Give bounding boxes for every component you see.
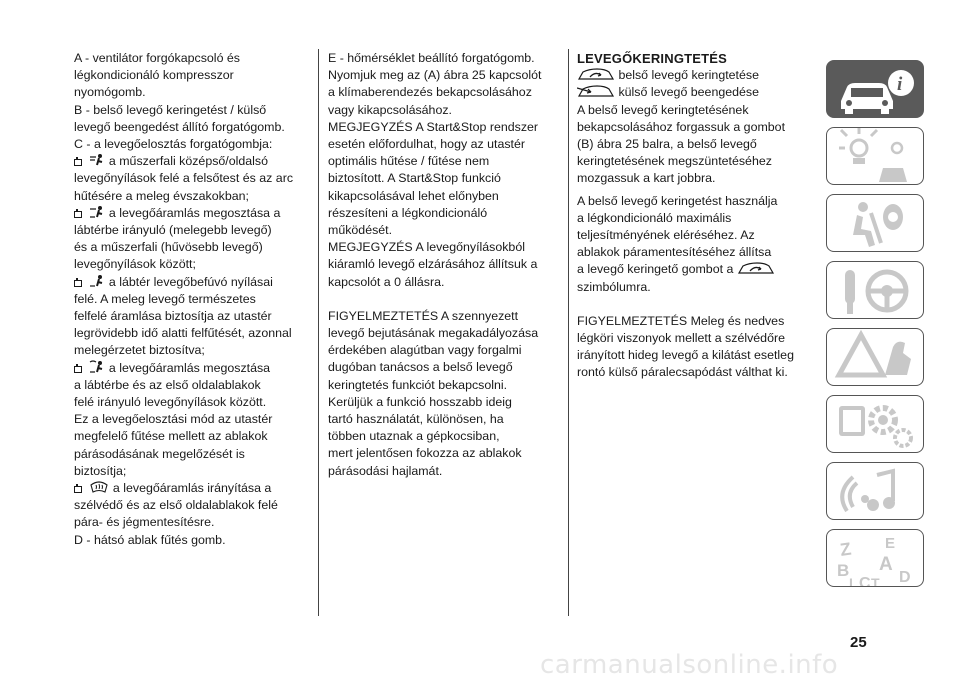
text-line: a légkondicionáló maximális xyxy=(577,210,732,225)
airbag-safety-icon xyxy=(827,195,924,252)
recirculation-line: belső levegő keringtetése xyxy=(577,67,813,84)
tab-emergency[interactable] xyxy=(826,328,924,386)
text-line: a klímaberendezés bekapcsolásához xyxy=(328,85,532,100)
emergency-triangle-icon xyxy=(827,329,924,386)
tab-car-info[interactable] xyxy=(826,60,924,118)
mode-defrost-line: a levegőáramlás irányítása a xyxy=(74,480,310,497)
text-line: bekapcsolásához forgassuk a gombot xyxy=(577,119,786,134)
switch-position-icon xyxy=(74,209,86,219)
text-line: légkondicionáló kompresszor xyxy=(74,68,234,83)
car-info-icon xyxy=(827,61,924,118)
mode-face-feet-line: a levegőáramlás megosztása a xyxy=(74,205,310,222)
text-line: Ez a levegőelosztási mód az utastér xyxy=(74,412,273,427)
text-line: Kerüljük a funkció hosszabb ideig xyxy=(328,394,512,409)
maintenance-gears-icon xyxy=(827,396,924,453)
text-line: párásodási hajlamát. xyxy=(328,463,443,478)
text-line: MEGJEGYZÉS A levegőnyílásokból xyxy=(328,240,525,255)
column-left xyxy=(74,50,310,549)
text-line: A belső levegő keringtetésének xyxy=(577,102,749,117)
tab-warning-lights[interactable] xyxy=(826,127,924,185)
text-line: kikapcsolásával lehet előnyben xyxy=(328,188,499,203)
switch-position-icon xyxy=(74,157,86,167)
text-line: mozgassuk a kart jobbra. xyxy=(577,171,716,186)
recirculation-icon xyxy=(577,67,615,81)
air-to-face-and-feet-icon xyxy=(89,205,105,219)
warning-lights-icon xyxy=(827,128,924,185)
column-divider xyxy=(568,49,569,616)
text-line: keringtetésének megszüntetéséhez xyxy=(577,154,772,169)
air-to-face-icon xyxy=(89,153,105,167)
steering-key-icon xyxy=(827,262,924,319)
svg-text:Z: Z xyxy=(838,538,853,560)
air-to-feet-and-windows-icon xyxy=(89,360,105,374)
text-line: működését. xyxy=(328,223,393,238)
index-letters-icon xyxy=(827,530,924,587)
text-line: és a műszerfali (hűvösebb levegő) xyxy=(74,240,263,255)
text-line: legrövidebb idő alatti felfűtését, azonnal xyxy=(74,326,292,341)
text-line: FIGYELMEZTETÉS A szennyezett xyxy=(328,308,519,323)
column-right xyxy=(577,50,813,382)
windshield-defrost-icon xyxy=(89,480,109,494)
text-line: párásodásának megelőzését is xyxy=(74,446,245,461)
text-line: többen utaznak a gépkocsiban, xyxy=(328,429,500,444)
text-line: esetén előfordulhat, hogy az utastér xyxy=(328,137,526,152)
text-line: A - ventilátor forgókapcsoló és xyxy=(74,51,240,65)
text-line: Nyomjuk meg az (A) ábra 25 kapcsolót xyxy=(328,68,542,83)
text-line: levegőnyílások felé a felsőtest és az arc xyxy=(74,171,294,186)
section-heading: LEVEGŐKERINGTETÉS xyxy=(577,51,728,66)
text-line: FIGYELMEZTETÉS Meleg és nedves xyxy=(577,313,785,328)
switch-position-icon xyxy=(74,278,86,288)
text-line: dugóban tanácsos a belső levegő xyxy=(328,360,513,375)
text-line: MEGJEGYZÉS A Start&Stop rendszer xyxy=(328,119,539,134)
air-to-feet-icon xyxy=(89,274,105,288)
mode-face-line: a műszerfali középső/oldalsó xyxy=(74,153,310,170)
text-line: felé. A meleg levegő természetes xyxy=(74,291,256,306)
text-line: melegérzetet biztosítva; xyxy=(74,343,205,358)
text-line: szélvédő és az első oldalablakok felé xyxy=(74,498,278,513)
tab-starting-driving[interactable] xyxy=(826,261,924,319)
text-line: B - belső levegő keringetést / külső xyxy=(74,102,267,117)
text-line: ablakok páramentesítéséhez állítsa xyxy=(577,245,772,260)
svg-text:T: T xyxy=(871,575,880,588)
tab-safety[interactable] xyxy=(826,194,924,252)
text-line: A belső levegő keringetést használja xyxy=(577,193,778,208)
text-line: érdekében alagútban vagy forgalmi xyxy=(328,343,522,358)
svg-text:E: E xyxy=(885,535,896,552)
text-line: E - hőmérséklet beállító forgatógomb. xyxy=(328,51,535,65)
text-line: tartó használatát, különösen, ha xyxy=(328,412,504,427)
text-line: levegőnyílások között; xyxy=(74,257,196,272)
text-line: kiáramló levegő elzárásához állítsuk a xyxy=(328,257,538,272)
text-line: légköri viszonyok mellett a szélvédőre xyxy=(577,331,785,346)
column-middle xyxy=(328,50,560,480)
text-line: C - a levegőelosztás forgatógombja: xyxy=(74,137,273,152)
text-line: szimbólumra. xyxy=(577,279,651,294)
text-line: lábtérbe irányuló (melegebb levegő) xyxy=(74,223,272,238)
text-line: (B) ábra 25 balra, a belső levegő xyxy=(577,137,757,152)
text-line: levegő bejutásának megakadályozása xyxy=(328,326,539,341)
outside-air-icon xyxy=(577,84,615,98)
text-line: megfelelő fűtése mellett az ablakok xyxy=(74,429,268,444)
page-number: 25 xyxy=(850,634,867,651)
text-line: hűtésére a meleg évszakokban; xyxy=(74,188,249,203)
text-line: optimális hűtése / fűtése nem xyxy=(328,154,490,169)
text-line: felfelé áramlása biztosítja az utastér xyxy=(74,309,272,324)
text-line: részesíteni a légkondicionáló xyxy=(328,205,488,220)
tab-multimedia[interactable] xyxy=(826,462,924,520)
text-line: a lábtérbe és az első oldalablakok xyxy=(74,377,261,392)
recirc-symbol-line: a levegő keringető gombot a xyxy=(577,261,813,278)
text-line: keringtetés funkciót bekapcsolni. xyxy=(328,377,508,392)
watermark: carmanualsonline.info xyxy=(540,650,839,680)
text-line: mert jelentősen fokozza az ablakok xyxy=(328,446,522,461)
tab-index[interactable] xyxy=(826,529,924,587)
text-line: teljesítményének eléréséhez. Az xyxy=(577,228,755,243)
multimedia-icon xyxy=(827,463,924,520)
svg-text:D: D xyxy=(899,569,911,586)
text-line: vagy kikapcsolásához. xyxy=(328,102,452,117)
svg-text:B: B xyxy=(837,561,850,580)
text-line: irányított hideg levegő a kilátást esetleg xyxy=(577,348,794,363)
column-divider xyxy=(318,49,319,616)
text-line: nyomógomb. xyxy=(74,85,146,100)
text-line: D - hátsó ablak fűtés gomb. xyxy=(74,532,226,547)
text-line: pára- és jégmentesítésre. xyxy=(74,515,215,530)
svg-text:i: i xyxy=(897,74,903,95)
text-line: biztosítja; xyxy=(74,463,127,478)
text-line: felé irányuló levegőnyílások között. xyxy=(74,395,267,410)
switch-position-icon xyxy=(74,484,86,494)
switch-position-icon xyxy=(74,364,86,374)
text-line: biztosított. A Start&Stop funkció xyxy=(328,171,501,186)
outside-air-line: külső levegő beengedése xyxy=(577,84,813,101)
recirculation-icon xyxy=(737,261,775,275)
text-line: rontó külső páralecsapódást válthat ki. xyxy=(577,365,788,380)
svg-text:A: A xyxy=(879,554,893,575)
svg-text:I: I xyxy=(849,575,853,588)
text-line: kapcsolót a 0 állásra. xyxy=(328,274,445,289)
svg-text:C: C xyxy=(859,575,871,588)
mode-feet-windows-line: a levegőáramlás megosztása xyxy=(74,360,310,377)
tab-maintenance[interactable] xyxy=(826,395,924,453)
text-line: levegő beengedést állító forgatógomb. xyxy=(74,119,285,134)
mode-feet-line: a lábtér levegőbefúvó nyílásai xyxy=(74,274,310,291)
